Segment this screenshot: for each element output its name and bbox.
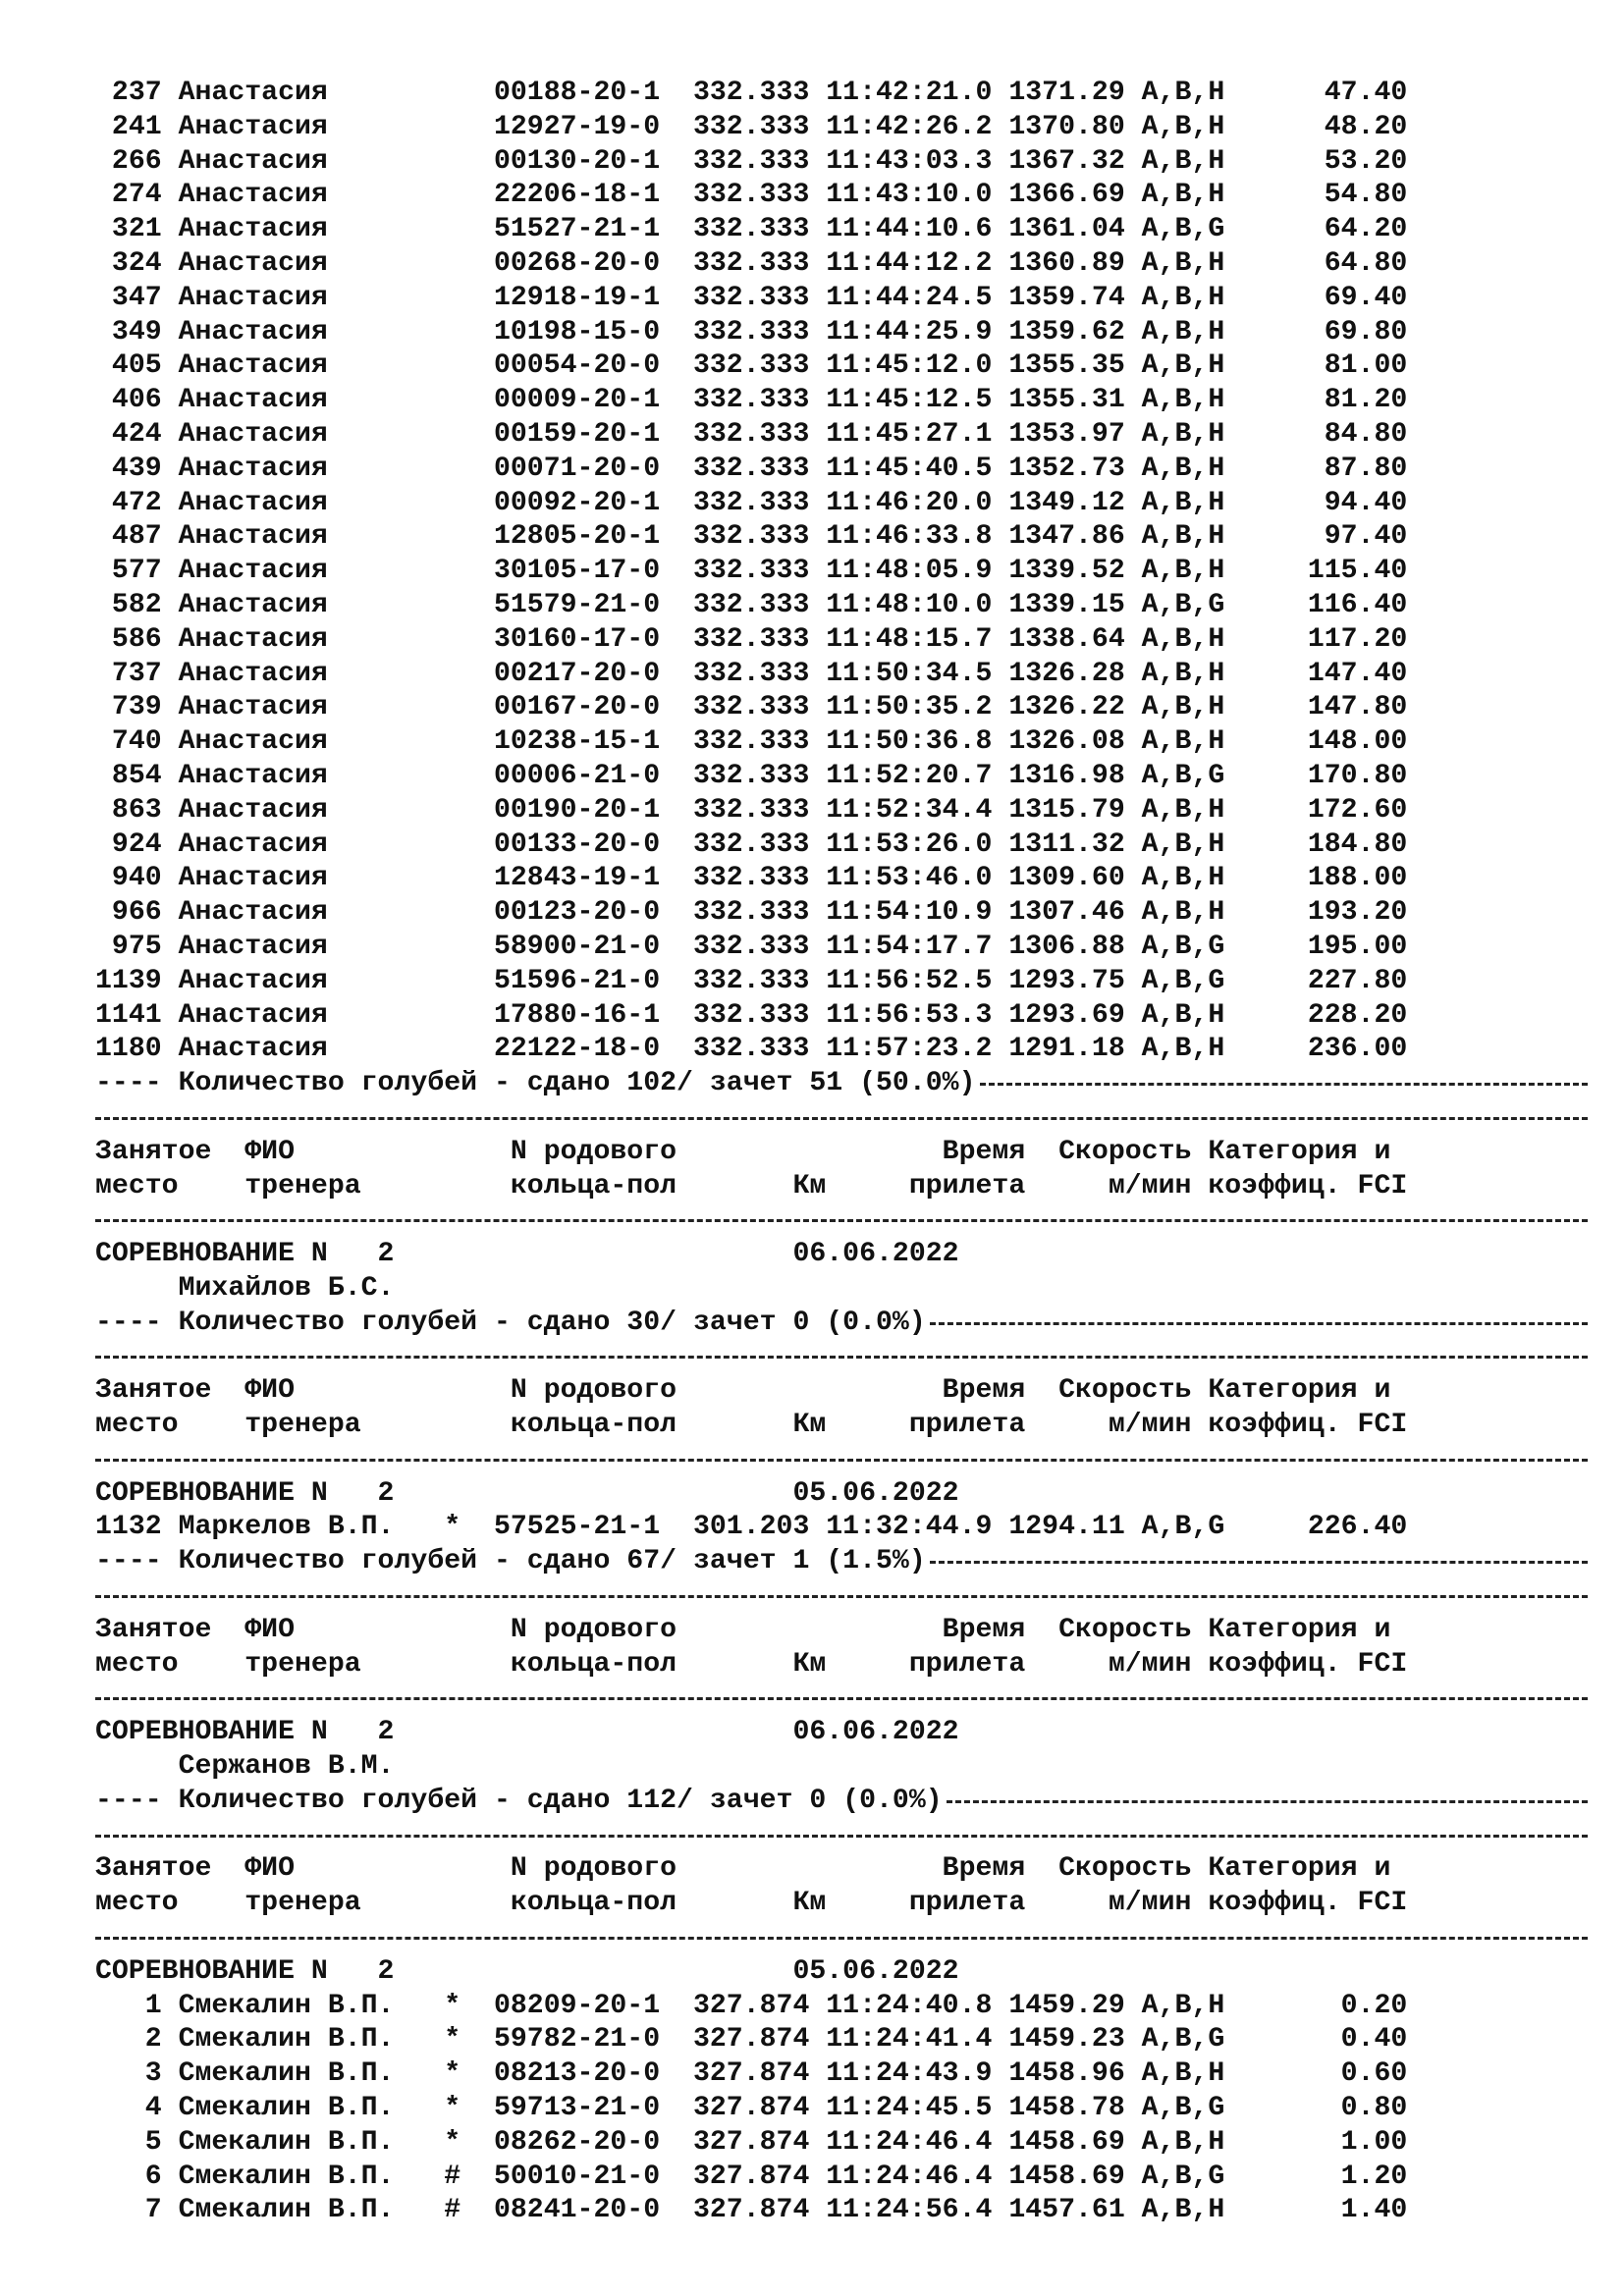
result-row: 4 Смекалин В.П. * 59713-21-0 327.874 11:24:45.5 1458.78 A,B,G 0.80 <box>95 2093 1408 2124</box>
result-row: 582 Анастасия 51579-21-0 332.333 11:48:10.0 1339.15 A,B,G 116.40 <box>95 589 1408 620</box>
trainer-name: Михайлов Б.С. <box>95 1272 395 1304</box>
summary-text: ---- Количество голубей - сдано 67/ зачет 1 (1.5%) <box>95 1546 926 1577</box>
dashed-separator <box>95 1579 1588 1614</box>
summary-dash-fill <box>930 1561 1588 1564</box>
pigeon-count-summary <box>95 1545 1588 1579</box>
result-row: 863 Анастасия 00190-20-1 332.333 11:52:34.4 1315.79 A,B,H 172.60 <box>95 794 1408 826</box>
result-row: 324 Анастасия 00268-20-0 332.333 11:44:12.2 1360.89 A,B,H 64.80 <box>95 247 1408 279</box>
result-row: 405 Анастасия 00054-20-0 332.333 11:45:12.0 1355.35 A,B,H 81.00 <box>95 350 1408 382</box>
table-header-line-2: место тренера кольца-пол Км прилета м/мин коэффиц. FCI <box>95 1888 1408 1919</box>
result-row: 406 Анастасия 00009-20-1 332.333 11:45:12.5 1355.31 A,B,H 81.20 <box>95 385 1408 416</box>
trainer-name: Сержанов В.М. <box>95 1751 395 1783</box>
result-row: 7 Смекалин В.П. # 08241-20-0 327.874 11:24:56.4 1457.61 A,B,H 1.40 <box>95 2195 1408 2226</box>
result-row: 237 Анастасия 00188-20-1 332.333 11:42:21.0 1371.29 A,B,H 47.40 <box>95 78 1408 108</box>
dashed-separator <box>95 1682 1588 1716</box>
result-row: 3 Смекалин В.П. * 08213-20-0 327.874 11:24:43.9 1458.96 A,B,H 0.60 <box>95 2058 1408 2090</box>
result-row: 1139 Анастасия 51596-21-0 332.333 11:56:52.5 1293.75 A,B,G 227.80 <box>95 965 1408 996</box>
summary-dash-fill <box>947 1800 1588 1803</box>
result-row: 739 Анастасия 00167-20-0 332.333 11:50:35.2 1326.22 A,B,H 147.80 <box>95 692 1408 723</box>
result-row: 349 Анастасия 10198-15-0 332.333 11:44:25.9 1359.62 A,B,H 69.80 <box>95 316 1408 347</box>
result-row: 1141 Анастасия 17880-16-1 332.333 11:56:53.3 1293.69 A,B,H 228.20 <box>95 999 1408 1031</box>
table-header-line-1: Занятое ФИО N родового Время Скорость Категория и <box>95 1136 1391 1167</box>
result-row: 424 Анастасия 00159-20-1 332.333 11:45:27.1 1353.97 A,B,H 84.80 <box>95 418 1408 450</box>
dashed-separator <box>95 1340 1588 1374</box>
result-row: 266 Анастасия 00130-20-1 332.333 11:43:03.3 1367.32 A,B,H 53.20 <box>95 145 1408 177</box>
pigeon-count-summary <box>95 1785 1588 1819</box>
result-row: 6 Смекалин В.П. # 50010-21-0 327.874 11:24:46.4 1458.69 A,B,G 1.20 <box>95 2161 1408 2192</box>
result-row: 1180 Анастасия 22122-18-0 332.333 11:57:23.2 1291.18 A,B,H 236.00 <box>95 1034 1408 1065</box>
competition-title: СОРЕВНОВАНИЕ N 2 06.06.2022 <box>95 1717 959 1748</box>
summary-dash-fill <box>980 1083 1588 1086</box>
result-row: 5 Смекалин В.П. * 08262-20-0 327.874 11:24:46.4 1458.69 A,B,H 1.00 <box>95 2126 1408 2158</box>
result-row: 854 Анастасия 00006-21-0 332.333 11:52:20.7 1316.98 A,B,G 170.80 <box>95 760 1408 791</box>
result-row: 740 Анастасия 10238-15-1 332.333 11:50:36.8 1326.08 A,B,H 148.00 <box>95 726 1408 758</box>
result-row: 347 Анастасия 12918-19-1 332.333 11:44:24.5 1359.74 A,B,H 69.40 <box>95 282 1408 313</box>
summary-text: ---- Количество голубей - сдано 112/ зачет 0 (0.0%) <box>95 1785 943 1816</box>
table-header-line-1: Занятое ФИО N родового Время Скорость Категория и <box>95 1375 1391 1407</box>
table-header-line-2: место тренера кольца-пол Км прилета м/мин коэффиц. FCI <box>95 1410 1408 1441</box>
competition-title: СОРЕВНОВАНИЕ N 2 05.06.2022 <box>95 1477 959 1509</box>
result-row: 472 Анастасия 00092-20-1 332.333 11:46:20.0 1349.12 A,B,H 94.40 <box>95 487 1408 518</box>
dashed-separator <box>95 1921 1588 1955</box>
dashed-separator <box>95 1819 1588 1853</box>
result-row: 2 Смекалин В.П. * 59782-21-0 327.874 11:24:41.4 1459.23 A,B,G 0.40 <box>95 2024 1408 2056</box>
result-row: 966 Анастасия 00123-20-0 332.333 11:54:10.9 1307.46 A,B,H 193.20 <box>95 897 1408 929</box>
summary-text: ---- Количество голубей - сдано 102/ зачет 51 (50.0%) <box>95 1068 976 1099</box>
result-row: 924 Анастасия 00133-20-0 332.333 11:53:26.0 1311.32 A,B,H 184.80 <box>95 828 1408 860</box>
result-row: 577 Анастасия 30105-17-0 332.333 11:48:05.9 1339.52 A,B,H 115.40 <box>95 556 1408 587</box>
result-row: 439 Анастасия 00071-20-0 332.333 11:45:40.5 1352.73 A,B,H 87.80 <box>95 453 1408 484</box>
summary-dash-fill <box>930 1322 1588 1325</box>
result-row: 940 Анастасия 12843-19-1 332.333 11:53:46.0 1309.60 A,B,H 188.00 <box>95 863 1408 894</box>
competition-title: СОРЕВНОВАНИЕ N 2 06.06.2022 <box>95 1239 959 1270</box>
result-row: 1 Смекалин В.П. * 08209-20-1 327.874 11:24:40.8 1459.29 A,B,H 0.20 <box>95 1990 1408 2021</box>
dashed-separator <box>95 1443 1588 1477</box>
result-row: 1132 Маркелов В.П. * 57525-21-1 301.203 11:32:44.9 1294.11 A,B,G 226.40 <box>95 1512 1408 1543</box>
table-header-line-1: Занятое ФИО N родового Время Скорость Категория и <box>95 1853 1391 1885</box>
result-row: 274 Анастасия 22206-18-1 332.333 11:43:10.0 1366.69 A,B,H 54.80 <box>95 180 1408 211</box>
result-row: 241 Анастасия 12927-19-0 332.333 11:42:26.2 1370.80 A,B,H 48.20 <box>95 111 1408 142</box>
competition-title: СОРЕВНОВАНИЕ N 2 05.06.2022 <box>95 1955 959 1987</box>
result-row: 737 Анастасия 00217-20-0 332.333 11:50:34.5 1326.28 A,B,H 147.40 <box>95 658 1408 689</box>
result-row: 487 Анастасия 12805-20-1 332.333 11:46:33.8 1347.86 A,B,H 97.40 <box>95 521 1408 553</box>
summary-text: ---- Количество голубей - сдано 30/ зачет 0 (0.0%) <box>95 1307 926 1338</box>
table-header-line-2: место тренера кольца-пол Км прилета м/мин коэффиц. FCI <box>95 1648 1408 1680</box>
result-row: 586 Анастасия 30160-17-0 332.333 11:48:15.7 1338.64 A,B,H 117.20 <box>95 623 1408 655</box>
results-document <box>95 77 1588 2228</box>
pigeon-count-summary <box>95 1307 1588 1341</box>
result-row: 975 Анастасия 58900-21-0 332.333 11:54:17.7 1306.88 A,B,G 195.00 <box>95 931 1408 962</box>
result-row: 321 Анастасия 51527-21-1 332.333 11:44:10.6 1361.04 A,B,G 64.20 <box>95 214 1408 245</box>
dashed-separator <box>95 1101 1588 1136</box>
dashed-separator <box>95 1203 1588 1238</box>
table-header-line-1: Занятое ФИО N родового Время Скорость Категория и <box>95 1614 1391 1645</box>
table-header-line-2: место тренера кольца-пол Км прилета м/мин коэффиц. FCI <box>95 1170 1408 1201</box>
pigeon-count-summary <box>95 1067 1588 1101</box>
